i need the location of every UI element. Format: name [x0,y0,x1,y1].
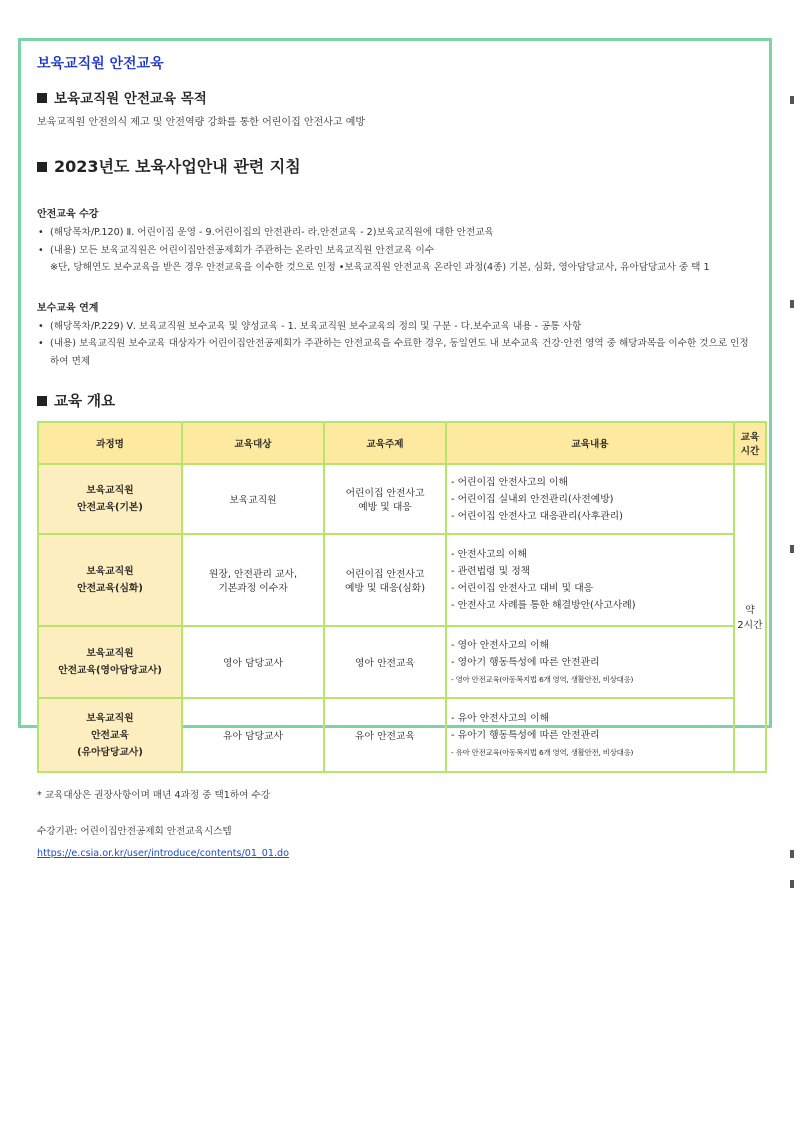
topic-cell [324,626,446,698]
list-item [37,224,753,242]
content-line-text: 안전사고 사례를 통한 해결방안(사고사례) [457,600,636,611]
course-note: ※단, 당해연도 보수교육을 받은 경우 안전교육을 이수한 것으로 인정 •보육교직원 안전교육 온라인 과정(4종) 기본, 심화, 영아담당교사, 유아담당교사 중 택 1 [50,262,710,273]
course-name-line: (유아담당교사) [77,746,143,758]
purpose-text: 보육교직원 안전의식 제고 및 안전역량 강화를 통한 어린이집 안전사고 예방 [37,117,366,128]
topic-line: 영아 안전교육 [355,658,415,669]
topic-line: 예방 및 대응(심화) [344,583,426,594]
header-topic: 교육주제 [324,422,446,464]
course-name-line: 보육교직원 [86,648,134,659]
course-name-line: 보육교직원 [86,485,134,496]
time-line: 2시간 [737,620,763,631]
table-row [38,534,766,626]
course-name-cell [38,534,182,626]
course-name-line: 안전교육(영아담당교사) [58,665,162,676]
content-line: - 영아 안전교육(아동복지법 6개 영역, 생활안전, 비상대응) [451,674,634,684]
square-bullet-icon [37,162,47,172]
list-item-text: (내용) 보육교직원 보수교육 대상자가 어린이집안전공제회가 주관하는 안전교육을 수료한 경우, 동일연도 내 보수교육 건강·안전 영역 중 해당과목을 이수한 것으로 인정하여 면제 [50,338,749,367]
course-name-line: 안전교육(기본) [77,502,143,513]
topic-cell [324,464,446,534]
bullet-dot-icon: • [38,227,44,238]
content-line: - 어린이집 안전사고 대응관리(사후관리) [451,510,623,522]
square-bullet-icon [37,396,47,406]
content-line: - 유아 안전교육(아동복지법 6개 영역, 생활안전, 비상대응) [451,747,634,757]
header-time [734,422,766,464]
course-name-line: 안전교육(심화) [77,583,143,594]
overview-heading [37,390,753,411]
document-frame [18,38,772,859]
content-line-text: 어린이집 실내외 안전관리(사전예방) [457,493,614,505]
content-cell [446,534,734,626]
course-subheading: 안전교육 수강 [37,209,99,220]
content-line: - 어린이집 안전사고 대비 및 대응 [451,583,594,594]
course-name-line: 보육교직원 [86,712,134,724]
course-list [37,224,753,259]
content-line: - 영아기 행동특성에 따른 안전관리 [451,656,600,668]
header-content: 교육내용 [446,422,734,464]
page-edge-mark [790,880,794,888]
target-line: 유아 담당교사 [223,731,283,742]
footnote: * 교육대상은 권장사항이며 매년 4과정 중 택1하여 수강 [37,790,270,801]
page-edge-mark [790,96,794,104]
table-row [38,464,766,534]
topic-line: 유아 안전교육 [355,731,415,742]
list-item [37,318,753,336]
time-line: 약 [745,605,755,616]
square-bullet-icon [37,93,47,103]
topic-cell [324,534,446,626]
content-line-text: 어린이집 안전사고의 이해 [457,476,568,488]
content-line: - 관련법령 및 정책 [451,566,531,577]
table-header-row [38,422,766,464]
content-line: - 유아 안전사고의 이해 [451,712,550,724]
target-cell [182,698,324,772]
target-line: 기본과정 이수자 [218,583,288,594]
content-line-text: 유아 안전사고의 이해 [457,712,550,724]
overview-heading-text: 교육 개요 [54,394,116,410]
target-line: 영아 담당교사 [223,658,283,669]
page-edge-mark [790,850,794,858]
target-cell [182,464,324,534]
table-row [38,698,766,772]
content-line-text: 영아기 행동특성에 따른 안전관리 [457,656,600,668]
content-line: - 영아 안전사고의 이해 [451,639,550,651]
link-list [37,318,753,371]
guideline-heading-text: 2023년도 보육사업안내 관련 지침 [54,157,301,176]
guideline-heading [37,154,753,177]
bullet-dot-icon: • [38,320,44,332]
content-line: - 유아기 행동특성에 따른 안전관리 [451,729,600,741]
topic-line: 어린이집 안전사고 [345,488,425,499]
content-line-text: 영아 안전교육(아동복지법 6개 영역, 생활안전, 비상대응) [455,674,634,684]
table-row [38,626,766,698]
target-cell [182,626,324,698]
content-line-text: 안전사고의 이해 [457,549,528,560]
agency-text: 수강기관: 어린이집안전공제회 안전교육시스템 [37,826,232,837]
list-item [37,335,753,370]
page-edge-mark [790,300,794,308]
bullet-dot-icon: • [38,338,44,349]
header-time-line: 교육 [740,432,760,443]
purpose-heading [37,87,753,107]
list-item-text: (내용) 모든 보육교직원은 어린이집안전공제회가 주관하는 온라인 보육교직원 안전교육 이수 [50,244,435,256]
header-course: 과정명 [38,422,182,464]
topic-line: 어린이집 안전사고 [345,569,425,580]
target-cell [182,534,324,626]
content-line: - 안전사고의 이해 [451,549,528,560]
content-line-text: 영아 안전사고의 이해 [457,639,550,651]
list-item-text: (해당목차/P.120) Ⅱ. 어린이집 운영 - 9.어린이집의 안전관리- 라.안전교육 - 2)보육교직원에 대한 안전교육 [50,227,494,238]
course-name-cell [38,698,182,772]
course-name-line: 안전교육 [91,729,129,741]
content-line: - 어린이집 안전사고의 이해 [451,476,568,488]
content-cell [446,626,734,698]
time-cell [734,464,766,772]
header-target: 교육대상 [182,422,324,464]
content-line: - 어린이집 실내외 안전관리(사전예방) [451,493,614,505]
target-line: 보육교직원 [229,495,277,506]
course-name-cell [38,626,182,698]
header-time-line: 시간 [740,446,760,457]
bullet-dot-icon: • [38,244,44,256]
course-name-line: 보육교직원 [86,566,134,577]
agency-link[interactable]: https://e.csia.or.kr/user/introduce/contents/01_01.do [37,848,289,859]
content-line-text: 유아 안전교육(아동복지법 6개 영역, 생활안전, 비상대응) [455,747,634,757]
course-name-cell [38,464,182,534]
list-item-text: (해당목차/P.229) Ⅴ. 보육교직원 보수교육 및 양성교육 - 1. 보육교직원 보수교육의 정의 및 구분 - 다.보수교육 내용 - 공통 사항 [50,320,582,332]
link-subheading: 보수교육 연계 [37,302,99,314]
content-line-text: 유아기 행동특성에 따른 안전관리 [457,729,600,741]
topic-cell [324,698,446,772]
content-line: - 안전사고 사례를 통한 해결방안(사고사례) [451,600,636,611]
content-cell [446,698,734,772]
overview-table [37,421,767,773]
document-title: 보육교직원 안전교육 [37,56,164,72]
target-line: 원장, 안전관리 교사, [208,569,298,580]
content-line-text: 어린이집 안전사고 대응관리(사후관리) [457,510,623,522]
content-cell [446,464,734,534]
page-edge-mark [790,545,794,553]
topic-line: 예방 및 대응 [358,502,412,513]
list-item [37,242,753,260]
purpose-heading-text: 보육교직원 안전교육 목적 [54,91,207,107]
content-line-text: 관련법령 및 정책 [457,566,531,577]
content-line-text: 어린이집 안전사고 대비 및 대응 [457,583,594,594]
